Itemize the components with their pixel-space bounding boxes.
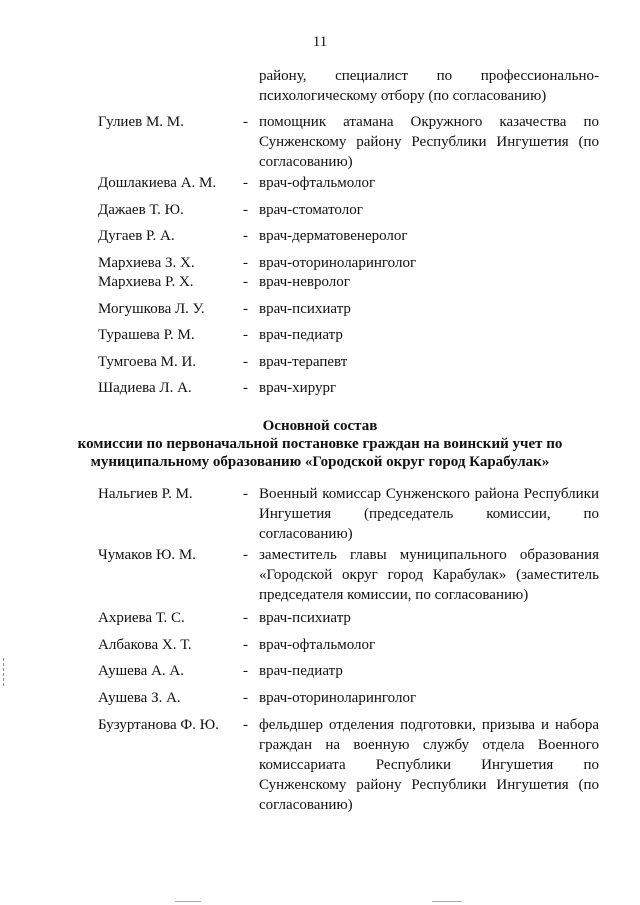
scan-bottom-mark bbox=[432, 901, 462, 903]
dash: - bbox=[243, 255, 248, 271]
role-text: врач-психиатр bbox=[259, 301, 351, 317]
person-name: Дошлакиева А. М. bbox=[98, 175, 217, 191]
role-text: фельдшер отделения подготовки, призыва и набора граждан на военную службу отдела Военного комиссариата Республики Ингушетия по Сунженскому району Республики Ингушетия (по согласованию) bbox=[259, 717, 599, 813]
person-name: Нальгиев Р. М. bbox=[98, 486, 193, 502]
dash: - bbox=[243, 547, 248, 563]
person-name: Гулиев М. М. bbox=[98, 114, 184, 130]
dash: - bbox=[243, 228, 248, 244]
dash: - bbox=[243, 301, 248, 317]
person-name: Бузуртанова Ф. Ю. bbox=[98, 717, 219, 733]
dash: - bbox=[243, 486, 248, 502]
dash: - bbox=[243, 610, 248, 626]
scan-bottom-mark bbox=[175, 901, 201, 903]
person-name: Чумаков Ю. М. bbox=[98, 547, 196, 563]
dash: - bbox=[243, 637, 248, 653]
role-text: помощник атамана Окружного казачества по Сунженскому району Республики Ингушетия (по согласованию) bbox=[259, 114, 599, 170]
dash: - bbox=[243, 202, 248, 218]
person-name: Мархиева Р. Х. bbox=[98, 274, 194, 290]
person-name: Шадиева Л. А. bbox=[98, 380, 192, 396]
person-name: Дажаев Т. Ю. bbox=[98, 202, 184, 218]
page-number: 11 bbox=[312, 34, 328, 50]
dash: - bbox=[243, 175, 248, 191]
person-name: Ахриева Т. С. bbox=[98, 610, 185, 626]
section-heading-line1: Основной состав bbox=[262, 418, 378, 434]
role-text: врач-офтальмолог bbox=[259, 637, 376, 653]
section-heading-line2: комиссии по первоначальной постановке граждан на воинский учет по bbox=[77, 436, 563, 452]
dash: - bbox=[243, 717, 248, 733]
role-text: врач-невролог bbox=[259, 274, 350, 290]
scan-edge-mark bbox=[3, 658, 5, 686]
role-text: врач-оториноларинголог bbox=[259, 690, 417, 706]
person-name: Тумгоева М. И. bbox=[98, 354, 197, 370]
role-text: врач-офтальмолог bbox=[259, 175, 376, 191]
role-text: Военный комиссар Сунженского района Республики Ингушетия (председатель комиссии, по согласованию) bbox=[259, 486, 599, 542]
role-text: врач-хирург bbox=[259, 380, 337, 396]
role-text: врач-психиатр bbox=[259, 610, 351, 626]
role-text: врач-терапевт bbox=[259, 354, 348, 370]
role-text: врач-педиатр bbox=[259, 327, 343, 343]
person-name: Албакова Х. Т. bbox=[98, 637, 192, 653]
dash: - bbox=[243, 327, 248, 343]
role-text: врач-педиатр bbox=[259, 663, 343, 679]
dash: - bbox=[243, 663, 248, 679]
role-text: врач-дерматовенеролог bbox=[259, 228, 408, 244]
section-heading-line3: муниципальному образованию «Городской округ город Карабулак» bbox=[90, 454, 550, 470]
dash: - bbox=[243, 690, 248, 706]
person-name: Мархиева З. Х. bbox=[98, 255, 195, 271]
dash: - bbox=[243, 274, 248, 290]
dash: - bbox=[243, 114, 248, 130]
role-text: врач-оториноларинголог bbox=[259, 255, 417, 271]
person-name: Могушкова Л. У. bbox=[98, 301, 205, 317]
dash: - bbox=[243, 380, 248, 396]
person-name: Турашева Р. М. bbox=[98, 327, 195, 343]
role-text: врач-стоматолог bbox=[259, 202, 363, 218]
dash: - bbox=[243, 354, 248, 370]
person-name: Аушева З. А. bbox=[98, 690, 181, 706]
role-text: заместитель главы муниципального образования «Городской округ город Карабулак» (заместитель председателя комиссии, по согласованию) bbox=[259, 547, 599, 603]
person-name: Аушева А. А. bbox=[98, 663, 185, 679]
person-name: Дугаев Р. А. bbox=[98, 228, 175, 244]
role-text: району, специалист по профессионально-психологическому отбору (по согласованию) bbox=[259, 68, 599, 104]
